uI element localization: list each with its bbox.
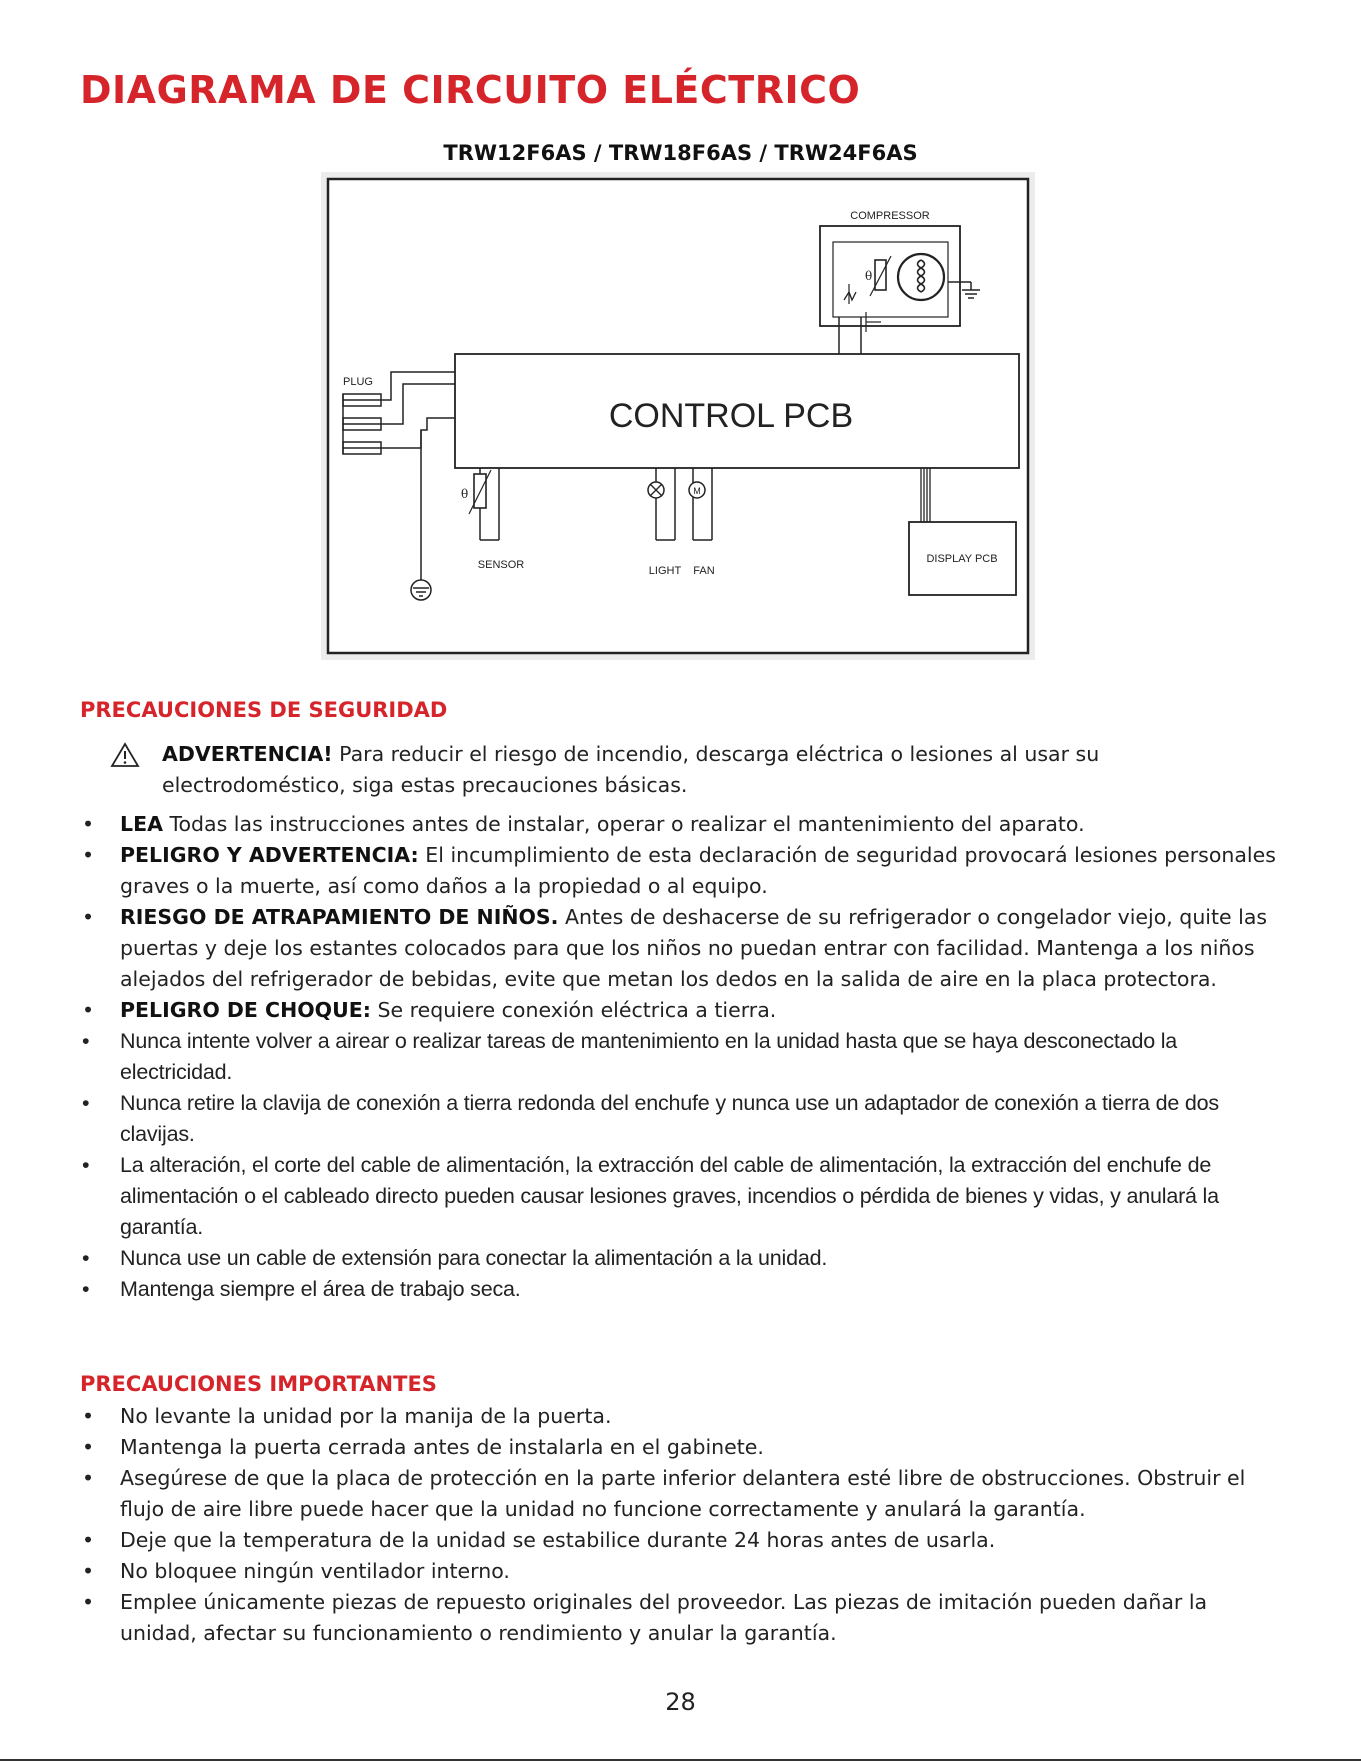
important-heading: PRECAUCIONES IMPORTANTES: [80, 1372, 437, 1396]
light-label: LIGHT: [648, 565, 682, 577]
light-bulb-icon: [648, 482, 664, 498]
page-title: DIAGRAMA DE CIRCUITO ELÉCTRICO: [80, 68, 861, 112]
list-item: • Emplee únicamente piezas de repuesto originales del proveedor. Las piezas de imitación pueden dañar la unidad, afectar su funcionamiento o rendimiento y anular la garantía.: [80, 1587, 1290, 1649]
model-numbers: TRW12F6AS / TRW18F6AS / TRW24F6AS: [443, 141, 918, 165]
svg-text:θ: θ: [461, 487, 469, 501]
warning-notice: [110, 739, 1270, 801]
list-item: • Nunca intente volver a airear o realizar tareas de mantenimiento en la unidad hasta que se haya desconectado la electricidad.: [80, 1026, 1290, 1088]
list-item: • PELIGRO Y ADVERTENCIA: El incumplimiento de esta declaración de seguridad provocará lesiones personales graves o la muerte, así como daños a la propiedad o al equipo.: [80, 840, 1290, 902]
svg-text:θ: θ: [865, 269, 873, 283]
fan-label: FAN: [693, 565, 715, 577]
list-item: • Mantenga siempre el área de trabajo seca.: [80, 1274, 1290, 1305]
important-list: [80, 1401, 1290, 1649]
safety-heading: PRECAUCIONES DE SEGURIDAD: [80, 698, 448, 722]
circuit-diagram-svg: [321, 172, 1035, 660]
list-item: • Nunca use un cable de extensión para conectar la alimentación a la unidad.: [80, 1243, 1290, 1274]
list-item: • Nunca retire la clavija de conexión a tierra redonda del enchufe y nunca use un adaptador de conexión a tierra de dos clavijas.: [80, 1088, 1290, 1150]
page-number: 28: [665, 1688, 696, 1716]
list-item: • RIESGO DE ATRAPAMIENTO DE NIÑOS. Antes de deshacerse de su refrigerador o congelador viejo, quite las puertas y deje los estantes colocados para que los niños no puedan entrar con facilidad. Mantenga a los niños alejados del refrigerador de bebidas, evite que metan los dedos en la salida de aire en la placa protectora.: [80, 902, 1290, 995]
display-pcb-label: DISPLAY PCB: [926, 553, 998, 565]
safety-list: [80, 809, 1290, 1305]
plug-label: PLUG: [343, 376, 373, 388]
list-item: • PELIGRO DE CHOQUE: Se requiere conexión eléctrica a tierra.: [80, 995, 1290, 1026]
warning-triangle-icon: [110, 742, 140, 768]
warning-label: ADVERTENCIA!: [162, 742, 333, 766]
fan-motor-icon: [689, 482, 705, 498]
list-item: • Mantenga la puerta cerrada antes de instalarla en el gabinete.: [80, 1432, 1290, 1463]
list-item: • LEA Todas las instrucciones antes de instalar, operar o realizar el mantenimiento del aparato.: [80, 809, 1290, 840]
list-item: • No bloquee ningún ventilador interno.: [80, 1556, 1290, 1587]
list-item: • No levante la unidad por la manija de la puerta.: [80, 1401, 1290, 1432]
list-item: • La alteración, el corte del cable de alimentación, la extracción del cable de alimentación, la extracción del enchufe de alimentación o el cableado directo pueden causar lesiones graves, incendios o pérdida de bienes y vidas, y anulará la garantía.: [80, 1150, 1290, 1243]
warning-text: Para reducir el riesgo de incendio, descarga eléctrica o lesiones al usar su electrodoméstico, siga estas precauciones básicas.: [162, 742, 1100, 797]
sensor-label: SENSOR: [477, 559, 525, 571]
circuit-diagram: [321, 172, 1035, 660]
compressor-label: COMPRESSOR: [850, 210, 930, 222]
list-item: • Deje que la temperatura de la unidad se estabilice durante 24 horas antes de usarla.: [80, 1525, 1290, 1556]
svg-text:M: M: [693, 486, 701, 496]
list-item: • Asegúrese de que la placa de protección en la parte inferior delantera esté libre de obstrucciones. Obstruir el flujo de aire libre puede hacer que la unidad no funcione correctamente y anulará la garantía.: [80, 1463, 1290, 1525]
control-pcb-label: CONTROL PCB: [608, 397, 854, 435]
